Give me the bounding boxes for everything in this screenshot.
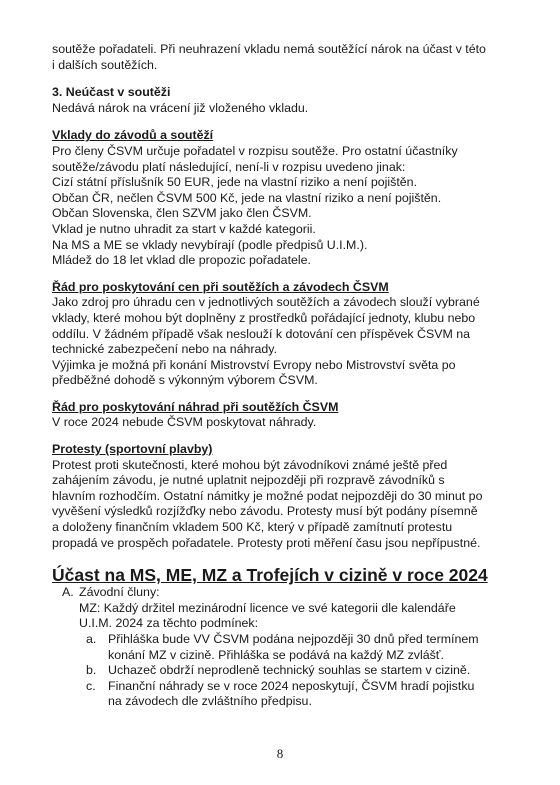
neucast-heading: 3. Neúčast v soutěži: [52, 85, 171, 100]
rad-ceny-line: technické zabezpečení nebo na náhrady.: [52, 342, 278, 357]
protesty-heading: Protesty (sportovní plavby): [52, 442, 213, 457]
list-item: [52, 679, 514, 710]
section-a: [52, 585, 514, 601]
list-item-label: c.: [86, 678, 96, 693]
vklady-line: Na MS a ME se vklady nevybírají (podle předpisů U.I.M.).: [52, 237, 368, 252]
list-item: [52, 663, 514, 679]
page-number: 8: [276, 746, 284, 761]
vklady-heading: Vklady do závodů a soutěží: [52, 128, 214, 143]
rad-nahrady-text: V roce 2024 nebude ČSVM poskytovat náhrady.: [52, 415, 317, 430]
list-item-line: Přihláška bude VV ČSVM podána nejpozději 30 dnů před termínem: [108, 632, 479, 646]
list-item: [52, 632, 514, 663]
list-item-line: Finanční náhrady se v roce 2024 neposkytují, ČSVM hradí pojistku: [108, 678, 475, 693]
list-item-label: a.: [86, 632, 97, 646]
intro-line-1: soutěže pořadateli. Při neuhrazení vkladu nemá soutěžící nárok na účast v této: [52, 42, 486, 56]
protesty-line: zahájením závodu, je nutné uplatnit nejpozději při rozpravě závodníků s: [52, 473, 445, 488]
vklady-line: Pro členy ČSVM určuje pořadatel v rozpisu soutěže. Pro ostatní účastníky: [52, 143, 458, 158]
protesty-line: hlavním rozhodčím. Ostatní námitky je možné podat nejpozději do 30 minut po: [52, 488, 483, 503]
section-a-label: A.: [62, 585, 74, 600]
protesty-line: Protest proti skutečnosti, které mohou být závodníkovi známé ještě před: [52, 457, 448, 472]
page-content: [52, 42, 514, 710]
vklady-line: Občan Slovenska, člen SZVM jako člen ČSVM.: [52, 206, 312, 221]
vklady-line: soutěže/závodu platí následující, není-li v rozpisu uvedeno jinak:: [52, 159, 406, 174]
mz-line: MZ: Každý držitel mezinárodní licence ve své kategorii dle kalendáře: [79, 600, 456, 615]
vklady-line: Cizí státní příslušník 50 EUR, jede na vlastní riziko a není pojištěn.: [52, 175, 418, 190]
intro-line-2: i dalších soutěžích.: [52, 57, 158, 72]
section-a-title: Závodní čluny:: [79, 585, 160, 600]
vklady-line: Občan ČR, nečlen ČSVM 500 Kč, jede na vlastní riziko a není pojištěn.: [52, 190, 442, 205]
vklady-line: Mládež do 18 let vklad dle propozic pořadatele.: [52, 253, 311, 268]
neucast-text: Nedává nárok na vrácení již vloženého vkladu.: [52, 100, 309, 115]
ucast-heading: Účast na MS, ME, MZ a Trofejích v cizině v roce 2024: [52, 565, 488, 586]
mz-line: U.I.M. 2024 za těchto podmínek:: [79, 616, 259, 631]
protesty-line: vyvěšení výsledků rozjížďky nebo závodu. Protesty musí být podány písemně: [52, 504, 478, 519]
protesty-line: propadá ve prospěch pořadatele. Protesty proti měření času jsou nepřípustné.: [52, 535, 481, 550]
list-item-line: na závodech dle zvláštního předpisu.: [108, 694, 312, 709]
rad-ceny-line: Výjimka je možná při konání Mistrovství Evropy nebo Mistrovství světa po: [52, 357, 456, 372]
rad-ceny-line: Jako zdroj pro úhradu cen v jednotlivých soutěžích a závodech slouží vybrané: [52, 295, 480, 310]
list-item-line: Uchazeč obdrží neprodleně technický souhlas se startem v cizině.: [108, 663, 471, 678]
rad-ceny-line: předběžné dohodě s výkonným výborem ČSVM.: [52, 373, 318, 388]
protesty-line: a doloženy finančním vkladem 500 Kč, který v případě zamítnutí protestu: [52, 520, 453, 535]
list-item-line: konání MZ v cizině. Přihláška se podává na každý MZ zvlášť.: [108, 647, 444, 662]
rad-ceny-heading: Řád pro poskytování cen při soutěžích a závodech ČSVM: [52, 279, 389, 294]
list-item-label: b.: [86, 663, 97, 678]
vklady-line: Vklad je nutno uhradit za start v každé kategorii.: [52, 221, 316, 236]
rad-ceny-line: oddílu. V žádném případě však neslouží k dotování cen příspěvek ČSVM na: [52, 326, 471, 341]
rad-nahrady-heading: Řád pro poskytování náhrad při soutěžích ČSVM: [52, 399, 339, 414]
rad-ceny-line: vklady, které mohou být doplněny z prostředků pořádající jednoty, klubu nebo: [52, 310, 476, 325]
